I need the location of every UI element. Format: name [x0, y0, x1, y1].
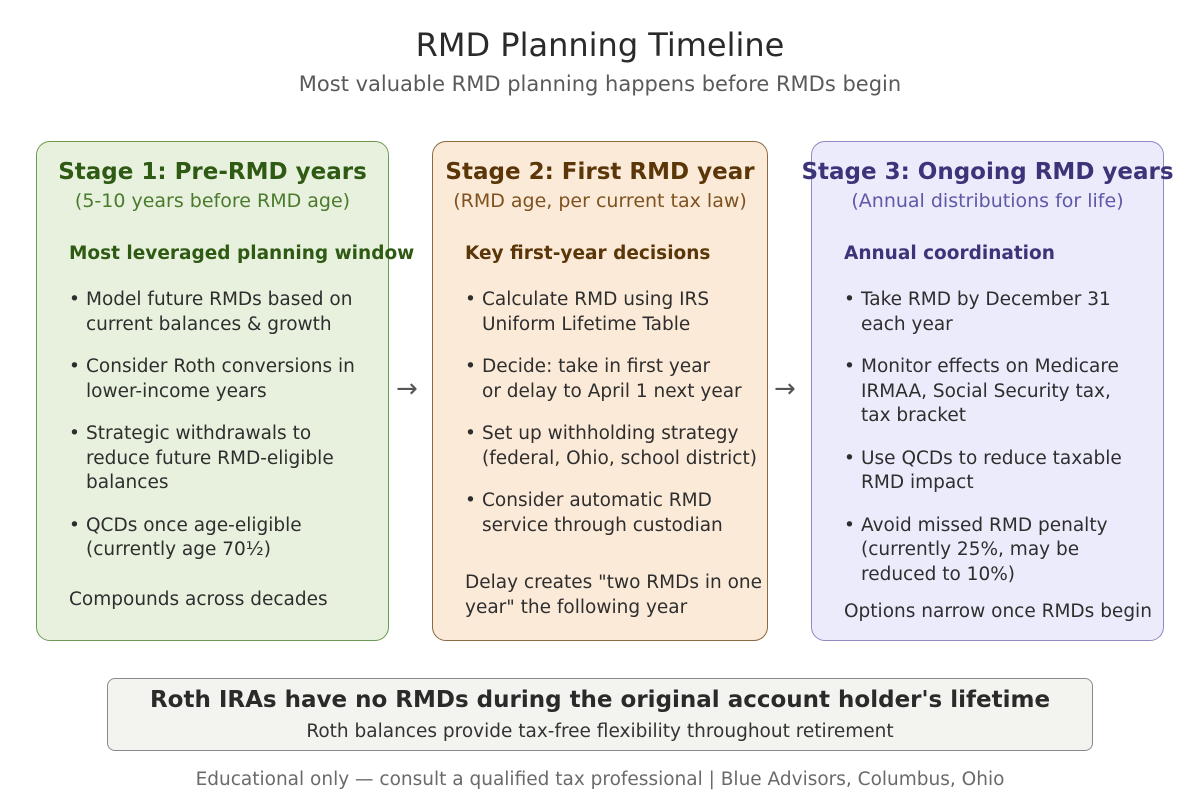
bullet-dot-icon: • — [69, 423, 80, 444]
bullet-dot-icon: • — [465, 423, 476, 444]
bullet-dot-icon: • — [69, 289, 80, 310]
stage-2-bullet — [465, 355, 757, 404]
bullet-text: Take RMD by December 31 each year — [861, 289, 1111, 335]
bullet-text: Calculate RMD using IRS Uniform Lifetime Table — [482, 289, 710, 335]
bullet-dot-icon: • — [69, 514, 80, 536]
bullet-text: Consider Roth conversions in lower-income years — [86, 356, 355, 402]
bullet-dot-icon: • — [465, 356, 476, 377]
bullet-text: Decide: take in first year or delay to April 1 next year — [482, 356, 742, 402]
bullet-dot-icon: • — [465, 490, 476, 511]
page-subtitle: Most valuable RMD planning happens before RMDs begin — [298, 72, 902, 96]
stage-3-bullet — [844, 447, 1122, 496]
stage-3-subtitle: (Annual distributions for life) — [851, 190, 1124, 212]
stage-3-card — [801, 141, 1174, 641]
stage-1-bullet-list — [69, 288, 355, 581]
stage-3-bullet — [844, 514, 1122, 588]
stage-1-bullet — [69, 288, 355, 337]
roth-callout-title: Roth IRAs have no RMDs during the original account holder's lifetime — [149, 687, 1051, 713]
bullet-dot-icon: • — [465, 289, 476, 310]
bullet-dot-icon: • — [844, 289, 855, 310]
right-arrow-icon: → — [396, 374, 418, 404]
stage-2-subtitle: (RMD age, per current tax law) — [453, 190, 747, 212]
bullet-dot-icon: • — [844, 447, 855, 469]
roth-callout-subtitle: Roth balances provide tax-free flexibility throughout retirement — [306, 721, 894, 742]
bullet-text: Consider automatic RMD service through custodian — [482, 490, 723, 536]
bullet-text: Monitor effects on Medicare IRMAA, Social Security tax, tax bracket — [861, 356, 1119, 426]
stage-2-bullet — [465, 288, 757, 337]
bullet-dot-icon: • — [844, 356, 855, 377]
stage-2-card — [432, 141, 768, 641]
bullet-text: Use QCDs to reduce taxable RMD impact — [861, 447, 1122, 493]
stage-1-subtitle: (5-10 years before RMD age) — [74, 190, 351, 212]
stage-3-heading: Annual coordination — [844, 243, 1055, 264]
stage-1-bullet — [69, 355, 355, 404]
stage-1-bullet — [69, 422, 355, 496]
stage-2-title: Stage 2: First RMD year — [445, 159, 755, 185]
stage-3-footer: Options narrow once RMDs begin — [844, 601, 1152, 622]
stage-2-heading: Key first-year decisions — [465, 243, 711, 264]
stage-2-bullet — [465, 422, 757, 471]
bullet-text: Model future RMDs based on current balances & growth — [86, 289, 353, 335]
stage-1-heading: Most leveraged planning window — [69, 243, 415, 264]
stage-3-title: Stage 3: Ongoing RMD years — [801, 159, 1174, 185]
stage-2-bullet — [465, 489, 757, 538]
stage-1-bullet — [69, 514, 355, 563]
bullet-dot-icon: • — [844, 514, 855, 536]
right-arrow-icon: → — [774, 374, 796, 404]
roth-callout-box — [107, 678, 1093, 751]
bullet-text: Strategic withdrawals to reduce future RMD-eligible balances — [86, 423, 334, 493]
bullet-text: QCDs once age-eligible (currently age 70½) — [86, 514, 302, 560]
stage-3-bullet — [844, 288, 1122, 337]
stage-1-card — [36, 141, 415, 641]
stage-3-bullet-list — [844, 288, 1122, 605]
stage-2-bullet-list — [465, 288, 757, 556]
bullet-text: Set up withholding strategy (federal, Ohio, school district) — [482, 423, 757, 469]
page-title: RMD Planning Timeline — [415, 26, 785, 64]
stage-1-title: Stage 1: Pre-RMD years — [58, 159, 367, 185]
stage-2-footer: Delay creates "two RMDs in one year" the following year — [465, 572, 763, 618]
stage-3-bullet — [844, 355, 1122, 429]
bullet-dot-icon: • — [69, 356, 80, 377]
disclaimer-footer: Educational only — consult a qualified tax professional | Blue Advisors, Columbus, Ohio — [195, 769, 1005, 790]
stage-1-footer: Compounds across decades — [69, 589, 328, 610]
bullet-text: Avoid missed RMD penalty (currently 25%, may be reduced to 10%) — [861, 514, 1108, 585]
